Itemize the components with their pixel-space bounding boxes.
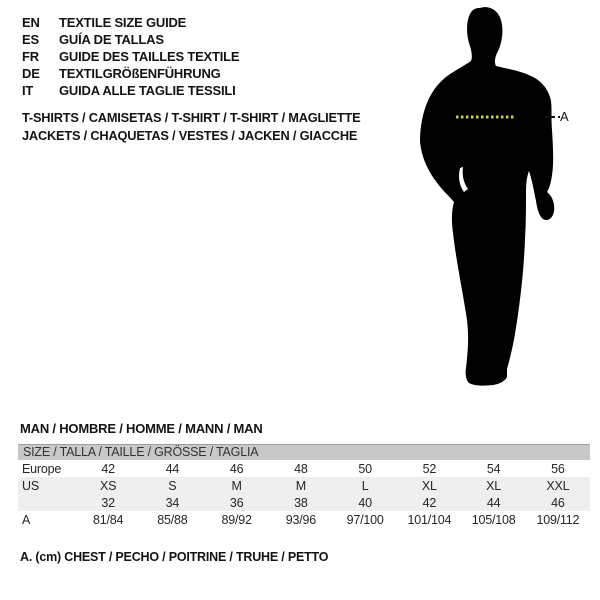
language-code: DE (22, 66, 40, 81)
section-title-man: MAN / HOMBRE / HOMME / MANN / MAN (20, 421, 263, 436)
size-cell: 52 (422, 461, 437, 476)
size-cell: 34 (165, 495, 180, 510)
size-cell: XL (486, 478, 502, 493)
category-line-jackets: JACKETS / CHAQUETAS / VESTES / JACKEN / GIACCHE (22, 127, 358, 143)
size-cell: 32 (101, 495, 115, 510)
size-cell: 40 (358, 495, 372, 510)
size-cell: L (361, 478, 369, 493)
table-row (18, 477, 590, 494)
size-cell: 93/96 (285, 512, 317, 527)
size-cell: 89/92 (221, 512, 252, 527)
size-cell: M (295, 478, 306, 493)
language-title: GUIDE DES TAILLES TEXTILE (59, 49, 240, 64)
language-code: ES (22, 32, 39, 47)
table-row (18, 494, 590, 511)
language-row (22, 14, 239, 31)
language-list (22, 14, 239, 99)
category-line-tshirts: T-SHIRTS / CAMISETAS / T-SHIRT / T-SHIRT / MAGLIETTE (22, 110, 361, 125)
language-row (22, 65, 239, 82)
size-cell: XL (421, 478, 437, 493)
man-body-shape (420, 7, 554, 385)
language-title: TEXTILE SIZE GUIDE (59, 15, 187, 30)
size-cell: 109/112 (536, 512, 580, 527)
row-label: A (22, 512, 31, 527)
language-title: GUIDA ALLE TAGLIE TESSILI (59, 83, 236, 98)
row-label (18, 494, 76, 511)
size-cell: 48 (294, 461, 308, 476)
size-cell: 36 (229, 495, 244, 510)
size-cell: XS (99, 478, 117, 493)
language-row (22, 31, 239, 48)
size-table (18, 444, 590, 528)
size-cell: 85/88 (157, 512, 188, 527)
language-code: IT (22, 83, 34, 98)
table-row (18, 460, 590, 477)
size-cell: 56 (551, 461, 565, 476)
size-cell: 54 (486, 461, 501, 476)
size-cell: M (231, 478, 242, 493)
size-cell: 50 (358, 461, 372, 476)
size-cell: 46 (551, 495, 565, 510)
row-label: US (22, 478, 39, 493)
table-row (18, 511, 590, 528)
language-row (22, 82, 239, 99)
size-cell: 44 (486, 495, 501, 510)
size-cell: 38 (294, 495, 308, 510)
size-cell: 105/108 (471, 512, 516, 527)
language-code: EN (22, 15, 40, 30)
category-lines (22, 109, 360, 144)
size-cell: 42 (422, 495, 437, 510)
size-table-grid (18, 460, 590, 528)
measurement-footnote: A. (cm) CHEST / PECHO / POITRINE / TRUHE / PETTO (20, 550, 329, 564)
language-code: FR (22, 49, 39, 64)
language-title: GUÍA DE TALLAS (59, 32, 164, 47)
row-label: Europe (22, 461, 62, 476)
size-cell: 42 (101, 461, 115, 476)
measure-label-a: A (560, 109, 569, 124)
size-cell: 97/100 (346, 512, 384, 527)
size-cell: S (168, 478, 177, 493)
language-title: TEXTILGRÖßENFÜHRUNG (59, 66, 221, 81)
man-silhouette (390, 0, 600, 410)
size-cell: 44 (165, 461, 180, 476)
size-cell: 101/104 (407, 512, 452, 527)
size-table-header: SIZE / TALLA / TAILLE / GRÖSSE / TAGLIA (18, 444, 590, 460)
size-cell: 46 (229, 461, 244, 476)
language-row (22, 48, 239, 65)
size-cell: XXL (546, 478, 570, 493)
size-cell: 81/84 (92, 512, 124, 527)
